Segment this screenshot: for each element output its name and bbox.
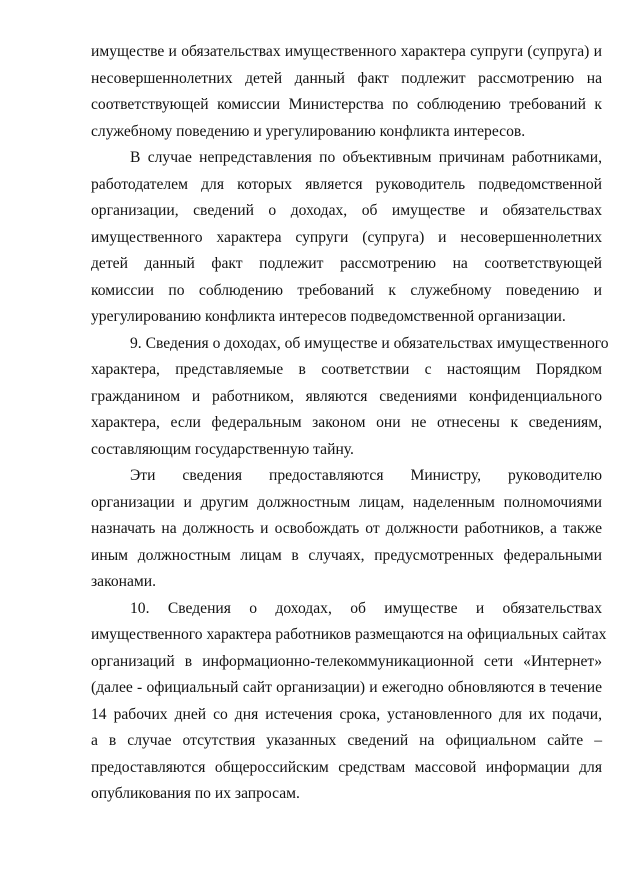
text-line: характера, представляемые в соответствии с настоящим Порядком xyxy=(91,361,602,378)
text-line: (далее - официальный сайт организации) и ежегодно обновляются в течение xyxy=(91,679,602,696)
text-line: комиссии по соблюдению требований к служебному поведению и xyxy=(91,281,602,299)
text-line: а в случае отсутствия указанных сведений на официальном сайте – xyxy=(91,732,602,749)
text-line: организации и другим должностным лицам, наделенным полномочиями xyxy=(91,493,602,511)
text-line: 9. Сведения о доходах, об имуществе и обязательствах имущественного xyxy=(130,334,609,352)
text-line: урегулированию конфликта интересов подведомственной организации. xyxy=(91,308,566,325)
text-line: иным должностным лицам в случаях, предусмотренных федеральными xyxy=(91,546,602,564)
text-line: составляющим государственную тайну. xyxy=(91,440,354,458)
text-line: гражданином и работником, являются сведениями конфиденциального xyxy=(91,387,602,405)
text-line: детей данный факт подлежит рассмотрению на соответствующей xyxy=(91,255,602,272)
text-line: В случае непредставления по объективным причинам работниками, xyxy=(130,149,602,166)
document-page xyxy=(91,39,609,808)
text-line: работодателем для которых является руководитель подведомственной xyxy=(91,175,602,193)
text-line: служебному поведению и урегулированию конфликта интересов. xyxy=(91,122,526,140)
text-line: имущественного характера супруги (супруга) и несовершеннолетних xyxy=(91,228,602,246)
text-line: имуществе и обязательствах имущественного характера супруги (супруга) и xyxy=(91,43,602,60)
text-line: предоставляются общероссийским средствам массовой информации для xyxy=(91,758,602,776)
text-line: 10. Сведения о доходах, об имуществе и обязательствах xyxy=(130,599,602,617)
text-line: характера, если федеральным законом они не отнесены к сведениям, xyxy=(91,414,602,431)
text-line: организаций в информационно-телекоммуникационной сети «Интернет» xyxy=(91,652,602,670)
text-line: назначать на должность и освобождать от должности работников, а также xyxy=(91,520,602,537)
text-line: организации, сведений о доходах, об имуществе и обязательствах xyxy=(91,202,602,219)
text-line: Эти сведения предоставляются Министру, руководителю xyxy=(130,467,602,484)
text-line: имущественного характера работников размещаются на официальных сайтах xyxy=(91,626,607,643)
text-line: опубликования по их запросам. xyxy=(91,785,300,802)
text-line: 14 рабочих дней со дня истечения срока, установленного для их подачи, xyxy=(91,705,602,723)
text-line: законами. xyxy=(91,573,157,590)
text-line: соответствующей комиссии Министерства по соблюдению требований к xyxy=(91,96,602,113)
text-line: несовершеннолетних детей данный факт подлежит рассмотрению на xyxy=(91,69,602,87)
